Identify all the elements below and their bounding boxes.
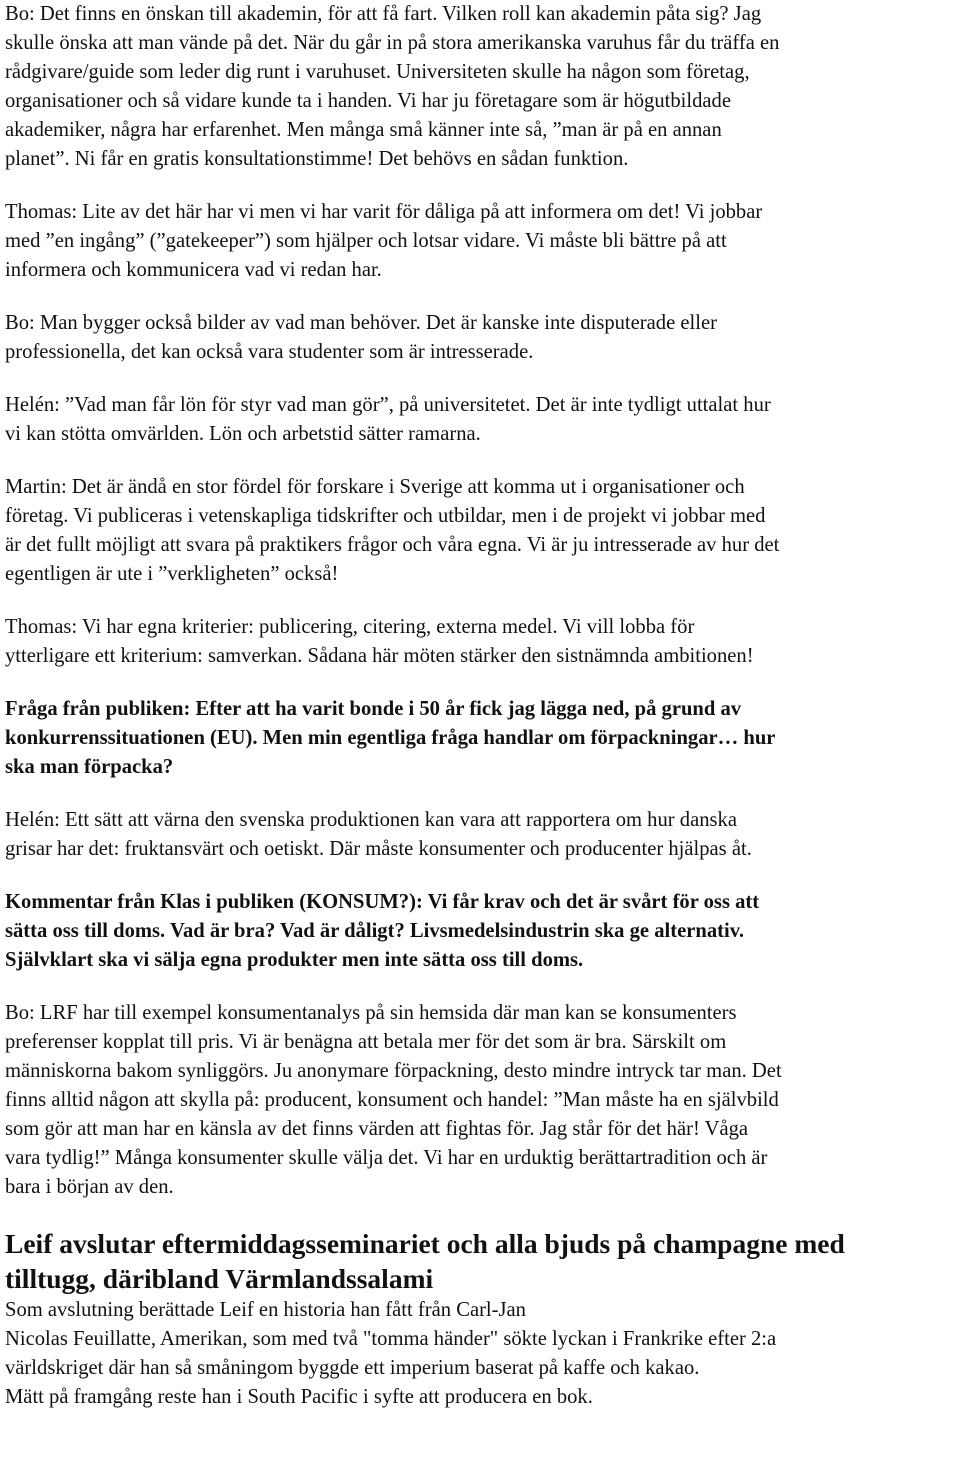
paragraph-klas-comment xyxy=(5,888,960,975)
text-line: akademiker, några har erfarenhet. Men många små känner inte så, ”man är på en annan xyxy=(5,119,722,141)
text-line: som gör att man har en känsla av det finns värden att fightas för. Jag står för det här! Våga xyxy=(5,1118,749,1140)
text-line: Bo: LRF har till exempel konsumentanalys på sin hemsida där man kan se konsumenters xyxy=(5,1002,737,1024)
text-line: konkurrenssituationen (EU). Men min egentliga fråga handlar om förpackningar… hur xyxy=(5,727,776,749)
text-line: med ”en ingång” (”gatekeeper”) som hjälper och lotsar vidare. Vi måste bli bättre på att xyxy=(5,230,727,252)
text-line: Som avslutning berättade Leif en historia han fått från Carl-Jan xyxy=(5,1299,526,1321)
text-line: Thomas: Lite av det här har vi men vi har varit för dåliga på att informera om det! Vi jobbar xyxy=(5,201,763,223)
text-line: skulle önska att man vände på det. När du går in på stora amerikanska varuhus får du träffa en xyxy=(5,32,780,54)
text-line: företag. Vi publiceras i vetenskapliga tidskrifter och utbildar, men i de projekt vi jobbar med xyxy=(5,505,766,527)
text-line: grisar har det: fruktansvärt och oetiskt. Där måste konsumenter och producenter hjälpas åt. xyxy=(5,838,752,860)
paragraph-helen-1 xyxy=(5,391,960,449)
paragraph-bo-3 xyxy=(5,999,960,1202)
text-line: Kommentar från Klas i publiken (KONSUM?): Vi får krav och det är svårt för oss att xyxy=(5,891,760,913)
paragraph-bo-1 xyxy=(5,0,960,174)
paragraph-audience-question xyxy=(5,695,960,782)
text-line: finns alltid någon att skylla på: producent, konsument och handel: ”Man måste ha en självbild xyxy=(5,1089,779,1111)
paragraph-helen-2 xyxy=(5,806,960,864)
heading-line: tilltugg, däribland Värmlandssalami xyxy=(5,1263,434,1294)
text-line: vi kan stötta omvärlden. Lön och arbetstid sätter ramarna. xyxy=(5,423,481,445)
text-line: rådgivare/guide som leder dig runt i varuhuset. Universiteten skulle ha någon som företag, xyxy=(5,61,750,83)
text-line: organisationer och så vidare kunde ta i handen. Vi har ju företagare som är högutbildade xyxy=(5,90,731,112)
text-line: Bo: Det finns en önskan till akademin, för att få fart. Vilken roll kan akademin påta sig? Jag xyxy=(5,3,762,25)
text-line: sätta oss till doms. Vad är bra? Vad är dåligt? Livsmedelsindustrin ska ge alternativ. xyxy=(5,920,745,942)
text-line: Helén: Ett sätt att värna den svenska produktionen kan vara att rapportera om hur danska xyxy=(5,809,737,831)
text-line: människorna bakom synliggörs. Ju anonymare förpackning, desto mindre intryck tar man. Det xyxy=(5,1060,782,1082)
text-line: världskriget där han så småningom byggde ett imperium baserat på kaffe och kakao. xyxy=(5,1357,700,1379)
text-line: ytterligare ett kriterium: samverkan. Sådana här möten stärker den sistnämnda ambitionen! xyxy=(5,645,754,667)
text-line: Fråga från publiken: Efter att ha varit bonde i 50 år fick jag lägga ned, på grund av xyxy=(5,698,742,720)
heading-line: Leif avslutar eftermiddagsseminariet och alla bjuds på champagne med xyxy=(5,1228,845,1259)
text-line: är det fullt möjligt att svara på praktikers frågor och våra egna. Vi är ju intresserade av hur det xyxy=(5,534,780,556)
text-line: bara i början av den. xyxy=(5,1176,174,1198)
text-line: Nicolas Feuillatte, Amerikan, som med två "tomma händer" sökte lyckan i Frankrike efter 2:a xyxy=(5,1328,777,1350)
text-line: vara tydlig!” Många konsumenter skulle välja det. Vi har en urduktig berättartradition och är xyxy=(5,1147,768,1169)
text-line: ska man förpacka? xyxy=(5,756,174,778)
text-line: Martin: Det är ändå en stor fördel för forskare i Sverige att komma ut i organisationer och xyxy=(5,476,745,498)
text-line: informera och kommunicera vad vi redan har. xyxy=(5,259,382,281)
text-line: Helén: ”Vad man får lön för styr vad man gör”, på universitetet. Det är inte tydligt uttalat hur xyxy=(5,394,771,416)
text-line: planet”. Ni får en gratis konsultationstimme! Det behövs en sådan funktion. xyxy=(5,148,629,170)
text-line: egentligen är ute i ”verkligheten” också! xyxy=(5,563,339,585)
text-line: preferenser kopplat till pris. Vi är benägna att betala mer för det som är bra. Särskilt om xyxy=(5,1031,727,1053)
closing-paragraph xyxy=(5,1296,960,1412)
text-line: Bo: Man bygger också bilder av vad man behöver. Det är kanske inte disputerade eller xyxy=(5,312,717,334)
text-line: Mätt på framgång reste han i South Pacific i syfte att producera en bok. xyxy=(5,1386,593,1408)
section-heading xyxy=(5,1226,960,1296)
paragraph-thomas-1 xyxy=(5,198,960,285)
paragraph-martin xyxy=(5,473,960,589)
text-line: Självklart ska vi sälja egna produkter men inte sätta oss till doms. xyxy=(5,949,584,971)
paragraph-bo-2 xyxy=(5,309,960,367)
text-line: Thomas: Vi har egna kriterier: publicering, citering, externa medel. Vi vill lobba för xyxy=(5,616,695,638)
paragraph-thomas-2 xyxy=(5,613,960,671)
text-line: professionella, det kan också vara studenter som är intresserade. xyxy=(5,341,534,363)
